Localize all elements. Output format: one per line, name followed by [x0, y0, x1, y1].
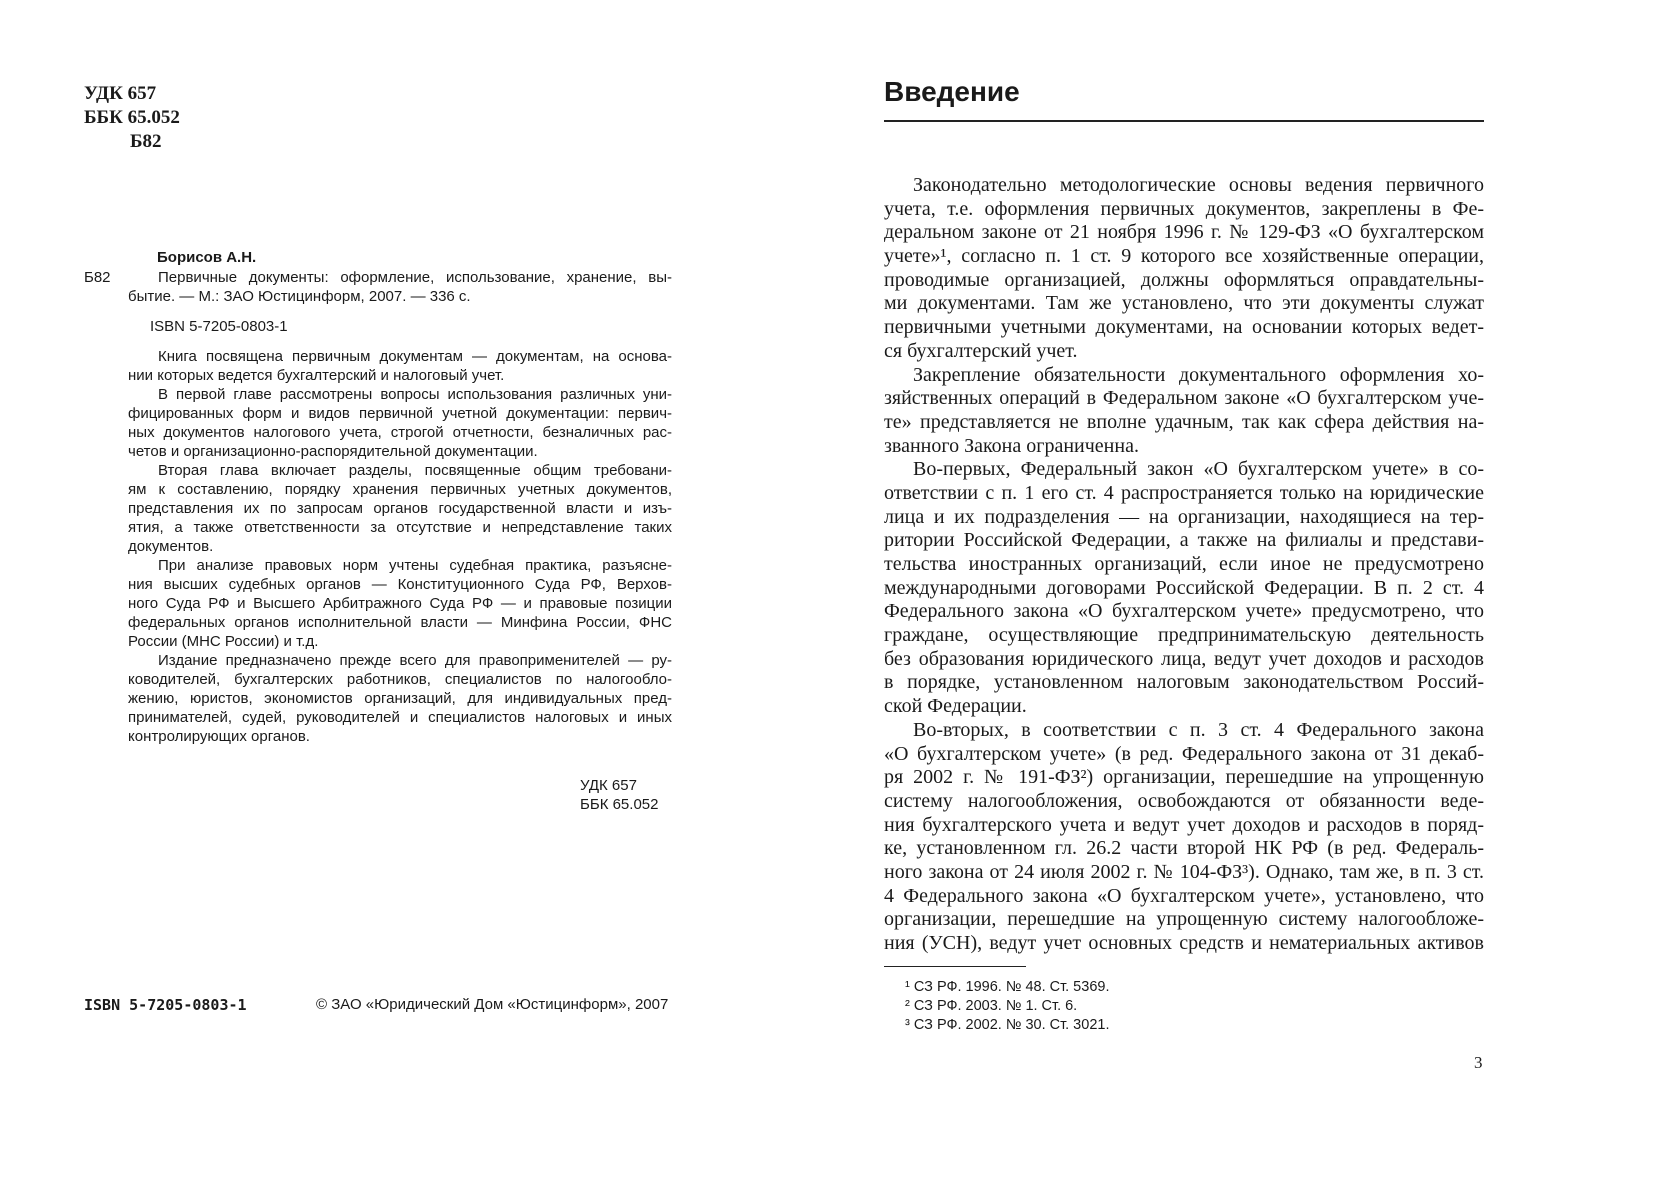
- text-line: представления их по запросам органов государственной власти и изъ-: [128, 500, 672, 517]
- text-line: В первой главе рассмотрены вопросы использования различных уни-: [158, 386, 672, 403]
- text-line: званного Закона ограниченна.: [884, 434, 1139, 457]
- text-line: ритории Российской Федерации, а также на филиалы и представи-: [884, 529, 1484, 552]
- bib-line: Первичные документы: оформление, использование, хранение, вы-: [158, 269, 672, 286]
- footnote-rule: [884, 966, 1026, 967]
- text-line: без образования юридического лица, ведут учет доходов и расходов: [884, 647, 1484, 670]
- text-line: принимателей, судей, руководителей и специалистов налоговых и иных: [128, 709, 672, 726]
- text-line: те» представляется не вполне удачным, так как сфера действия на-: [884, 410, 1484, 433]
- text-line: международными договорами Российской Федерации. В п. 2 ст. 4: [884, 576, 1484, 599]
- bbk-code-bottom: ББК 65.052: [580, 796, 659, 813]
- page-number: 3: [1474, 1053, 1483, 1072]
- copyright: © ЗАО «Юридический Дом «Юстицинформ», 2007: [316, 996, 669, 1013]
- text-line: Законодательно методологические основы ведения первичного: [913, 174, 1484, 196]
- text-line: документов.: [128, 538, 214, 555]
- text-line: проводимые организацией, должны оформляться оправдательны-: [884, 268, 1484, 291]
- isbn-bottom: ISBN 5-7205-0803-1: [84, 996, 247, 1014]
- text-line: учете»¹, согласно п. 1 ст. 9 которого все хозяйственные операции,: [884, 245, 1484, 268]
- text-line: нии которых ведется бухгалтерский и налоговый учет.: [128, 367, 505, 384]
- text-line: ководителей, бухгалтерских работников, специалистов по налогообло-: [128, 671, 672, 688]
- udk-code-bottom: УДК 657: [580, 777, 637, 794]
- footnotes: [905, 978, 1109, 1035]
- text-line: ния высших судебных органов — Конституционного Суда РФ, Верхов-: [128, 576, 672, 593]
- text-line: Книга посвящена первичным документам — документам, на основа-: [158, 348, 672, 365]
- body-text: [884, 174, 1484, 956]
- text-line: граждане, осуществляющие предпринимательскую деятельность: [884, 624, 1484, 647]
- title-rule: [884, 120, 1484, 122]
- text-line: ных документов налогового учета, строгой отчетности, безналичных рас-: [128, 424, 672, 441]
- text-line: федеральных органов исполнительной власти — Минфина России, ФНС: [128, 614, 672, 631]
- text-line: учета, т.е. оформления первичных документов, закреплены в Фе-: [884, 197, 1484, 220]
- author-mark: Б82: [130, 131, 162, 152]
- footnote: ³ СЗ РФ. 2002. № 30. Ст. 3021.: [905, 1017, 1110, 1033]
- author-name: Борисов А.Н.: [157, 249, 257, 266]
- call-code: Б82: [84, 269, 111, 286]
- footnote: ² СЗ РФ. 2003. № 1. Ст. 6.: [905, 998, 1078, 1014]
- bbk-code: ББК 65.052: [84, 107, 180, 128]
- classification-codes: [84, 82, 180, 154]
- text-line: Во-первых, Федеральный закон «О бухгалтерском учете» в со-: [913, 458, 1484, 481]
- text-line: ся бухгалтерский учет.: [884, 339, 1078, 362]
- text-line: ного Суда РФ и Высшего Арбитражного Суда РФ — и правовые позиции: [128, 595, 672, 612]
- text-line: ятия, а также ответственности за отсутствие и непредставление таких: [128, 519, 672, 536]
- text-line: 4 Федерального закона «О бухгалтерском учете», установлено, что: [884, 884, 1484, 907]
- text-line: Вторая глава включает разделы, посвященные общим требовани-: [158, 462, 672, 479]
- text-line: Закрепление обязательности документального оформления хо-: [913, 363, 1484, 386]
- text-line: в порядке, установленном налоговым законодательством Россий-: [884, 671, 1484, 694]
- text-line: ответствии с п. 1 его ст. 4 распространяется только на юридические: [884, 481, 1484, 504]
- text-line: зяйственных операций в Федеральном законе «О бухгалтерском уче-: [884, 387, 1484, 410]
- text-line: ря 2002 г. № 191-ФЗ²) организации, перешедшие на упрощенную: [884, 766, 1484, 789]
- text-line: ми документами. Там же установлено, что эти документы служат: [884, 292, 1484, 315]
- isbn: ISBN 5-7205-0803-1: [150, 318, 288, 335]
- text-line: ния бухгалтерского учета и ведут учет доходов и расходов в поряд-: [884, 813, 1484, 836]
- text-line: ям к составлению, порядку хранения первичных учетных документов,: [128, 481, 672, 498]
- bib-line: бытие. — М.: ЗАО Юстицинформ, 2007. — 336 с.: [128, 288, 471, 305]
- text-line: Издание предназначено прежде всего для правоприменителей — ру-: [158, 652, 672, 669]
- text-line: контролирующих органов.: [128, 728, 310, 745]
- text-line: При анализе правовых норм учтены судебная практика, разъясне-: [158, 557, 672, 574]
- text-line: тельства иностранных организаций, если иное не предусмотрено: [884, 553, 1484, 575]
- text-line: первичными учетными документами, на основании которых ведет-: [884, 316, 1484, 339]
- text-line: организации, перешедшие на упрощенную систему налогообложе-: [884, 908, 1484, 931]
- text-line: России (МНС России) и т.д.: [128, 633, 319, 650]
- text-line: жению, юристов, экономистов организаций, для индивидуальных пред-: [128, 690, 672, 707]
- udk-code: УДК 657: [84, 83, 157, 104]
- text-line: Федерального закона «О бухгалтерском учете» предусмотрено, что: [884, 600, 1484, 623]
- text-line: ской Федерации.: [884, 695, 1027, 718]
- text-line: ке, установленном гл. 26.2 части второй НК РФ (в ред. Федераль-: [884, 837, 1484, 860]
- text-line: систему налогообложения, освобождаются от обязанности веде-: [884, 789, 1484, 812]
- text-line: ния (УСН), ведут учет основных средств и нематериальных активов: [884, 932, 1484, 954]
- text-line: деральном законе от 21 ноября 1996 г. № 129-ФЗ «О бухгалтерском: [884, 221, 1484, 244]
- bibliographic-entry: [128, 268, 672, 306]
- text-line: лица и их подразделения — на организации, находящиеся на тер-: [884, 505, 1484, 528]
- text-line: Во-вторых, в соответствии с п. 3 ст. 4 Федерального закона: [913, 718, 1484, 741]
- text-line: фицированных форм и видов первичной учетной документации: первич-: [128, 405, 672, 422]
- footnote: ¹ СЗ РФ. 1996. № 48. Ст. 5369.: [905, 979, 1110, 995]
- text-line: ного закона от 24 июля 2002 г. № 104-ФЗ³). Однако, там же, в п. 3 ст.: [884, 860, 1484, 883]
- annotation: [128, 347, 672, 746]
- text-line: «О бухгалтерском учете» (в ред. Федерального закона от 31 декаб-: [884, 742, 1484, 765]
- text-line: четов и организационно-распорядительной документации.: [128, 443, 538, 460]
- classification-bottom: [580, 776, 658, 814]
- chapter-title: Введение: [884, 76, 1020, 107]
